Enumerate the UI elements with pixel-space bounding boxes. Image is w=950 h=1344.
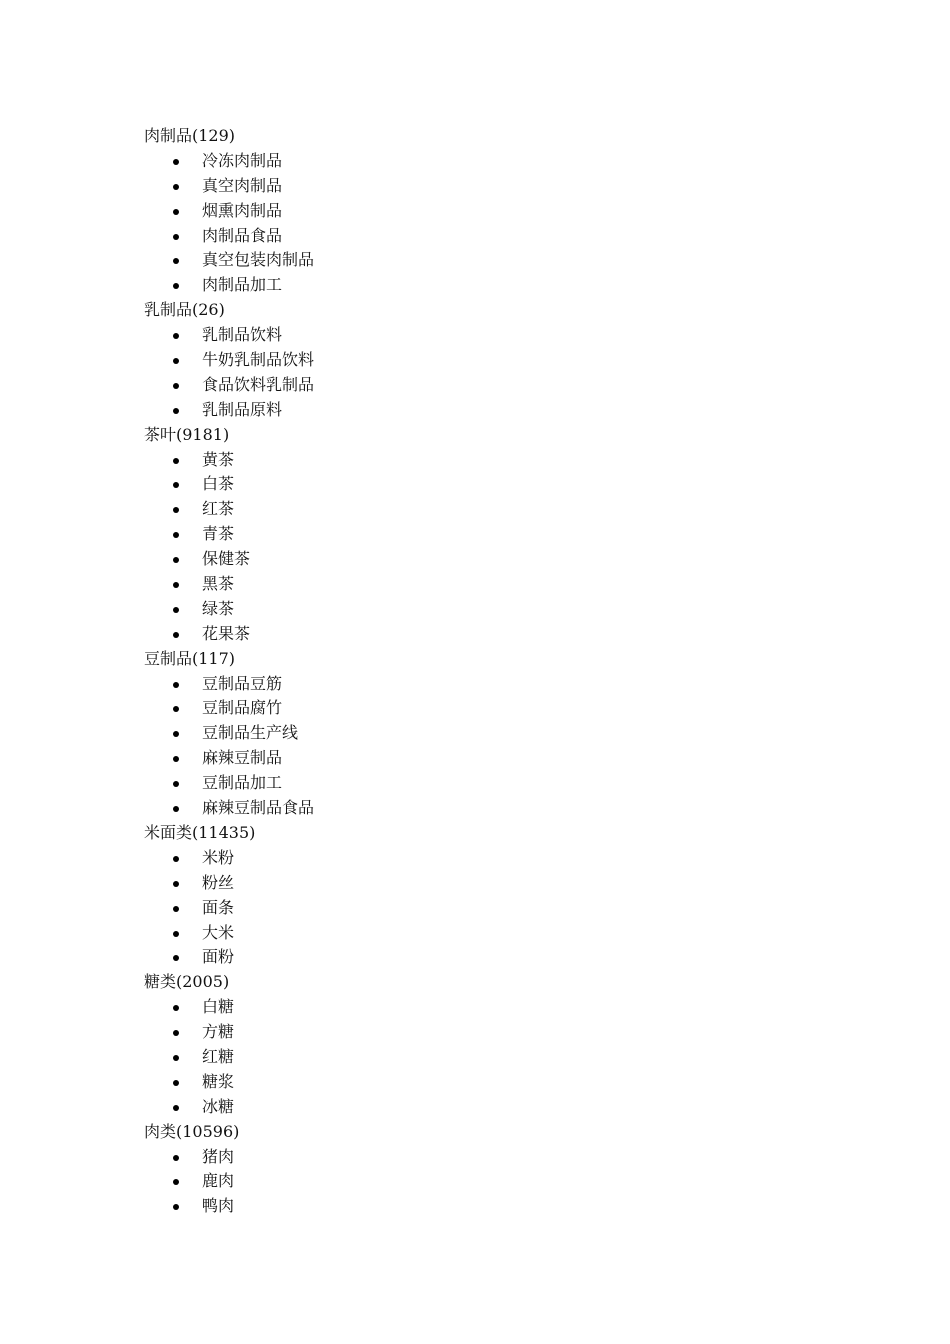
subcategory-item xyxy=(144,572,844,597)
subcategory-item xyxy=(144,721,844,746)
subcategory-item xyxy=(144,796,844,821)
bullet-icon xyxy=(173,582,179,588)
subcategory-list xyxy=(144,995,844,1119)
category-title: 豆制品(117) xyxy=(144,648,236,668)
bullet-icon xyxy=(173,906,179,912)
bullet-icon xyxy=(173,184,179,190)
subcategory-label: 麻辣豆制品 xyxy=(202,748,283,768)
category-document xyxy=(144,124,844,1219)
subcategory-item xyxy=(144,1194,844,1219)
subcategory-label: 红茶 xyxy=(202,499,235,519)
subcategory-label: 白茶 xyxy=(202,474,235,494)
bullet-icon xyxy=(173,358,179,364)
bullet-icon xyxy=(173,209,179,215)
category-title: 茶叶(9181) xyxy=(144,424,230,444)
subcategory-item xyxy=(144,672,844,697)
subcategory-item xyxy=(144,921,844,946)
subcategory-list xyxy=(144,1145,844,1220)
bullet-icon xyxy=(173,507,179,513)
subcategory-label: 大米 xyxy=(202,922,235,942)
subcategory-item xyxy=(144,771,844,796)
subcategory-item xyxy=(144,448,844,473)
subcategory-label: 肉制品加工 xyxy=(202,275,283,295)
subcategory-label: 米粉 xyxy=(202,847,235,867)
category-title: 乳制品(26) xyxy=(144,300,225,320)
subcategory-item xyxy=(144,945,844,970)
subcategory-label: 烟熏肉制品 xyxy=(202,200,283,220)
category-block xyxy=(144,1120,844,1220)
subcategory-item xyxy=(144,696,844,721)
subcategory-item xyxy=(144,1020,844,1045)
bullet-icon xyxy=(173,234,179,240)
subcategory-list xyxy=(144,846,844,970)
subcategory-label: 黄茶 xyxy=(202,449,235,469)
bullet-icon xyxy=(173,756,179,762)
subcategory-label: 真空肉制品 xyxy=(202,175,283,195)
bullet-icon xyxy=(173,159,179,165)
subcategory-item xyxy=(144,248,844,273)
bullet-icon xyxy=(173,283,179,289)
bullet-icon xyxy=(173,258,179,264)
bullet-icon xyxy=(173,383,179,389)
subcategory-label: 豆制品生产线 xyxy=(202,723,299,743)
subcategory-label: 豆制品豆筋 xyxy=(202,673,283,693)
subcategory-item xyxy=(144,174,844,199)
subcategory-label: 麻辣豆制品食品 xyxy=(202,798,315,818)
subcategory-label: 保健茶 xyxy=(202,549,251,569)
subcategory-item xyxy=(144,746,844,771)
subcategory-item xyxy=(144,896,844,921)
subcategory-label: 鹿肉 xyxy=(202,1171,235,1191)
subcategory-label: 青茶 xyxy=(202,524,235,544)
subcategory-label: 猪肉 xyxy=(202,1146,235,1166)
bullet-icon xyxy=(173,1030,179,1036)
bullet-icon xyxy=(173,1179,179,1185)
subcategory-item xyxy=(144,1145,844,1170)
subcategory-item xyxy=(144,522,844,547)
bullet-icon xyxy=(173,1055,179,1061)
category-block xyxy=(144,647,844,821)
subcategory-label: 方糖 xyxy=(202,1022,235,1042)
subcategory-label: 乳制品饮料 xyxy=(202,325,283,345)
subcategory-item xyxy=(144,871,844,896)
subcategory-label: 豆制品腐竹 xyxy=(202,698,283,718)
bullet-icon xyxy=(173,781,179,787)
subcategory-label: 冰糖 xyxy=(202,1096,235,1116)
subcategory-list xyxy=(144,448,844,647)
category-title: 米面类(11435) xyxy=(144,822,256,842)
subcategory-item xyxy=(144,1045,844,1070)
subcategory-item xyxy=(144,348,844,373)
subcategory-label: 食品饮料乳制品 xyxy=(202,374,315,394)
bullet-icon xyxy=(173,408,179,414)
bullet-icon xyxy=(173,706,179,712)
subcategory-label: 黑茶 xyxy=(202,574,235,594)
category-block xyxy=(144,970,844,1119)
bullet-icon xyxy=(173,856,179,862)
subcategory-label: 牛奶乳制品饮料 xyxy=(202,350,315,370)
subcategory-label: 红糖 xyxy=(202,1046,235,1066)
subcategory-label: 面条 xyxy=(202,897,235,917)
bullet-icon xyxy=(173,458,179,464)
bullet-icon xyxy=(173,532,179,538)
bullet-icon xyxy=(173,1155,179,1161)
subcategory-label: 白糖 xyxy=(202,997,235,1017)
category-block xyxy=(144,423,844,647)
category-block xyxy=(144,298,844,422)
subcategory-item xyxy=(144,398,844,423)
category-block xyxy=(144,124,844,298)
category-title: 肉类(10596) xyxy=(144,1121,240,1141)
category-block xyxy=(144,821,844,970)
subcategory-item xyxy=(144,273,844,298)
bullet-icon xyxy=(173,557,179,563)
subcategory-label: 绿茶 xyxy=(202,598,235,618)
bullet-icon xyxy=(173,682,179,688)
subcategory-label: 面粉 xyxy=(202,947,235,967)
subcategory-label: 粉丝 xyxy=(202,872,235,892)
bullet-icon xyxy=(173,931,179,937)
subcategory-label: 鸭肉 xyxy=(202,1196,235,1216)
subcategory-list xyxy=(144,323,844,423)
bullet-icon xyxy=(173,632,179,638)
bullet-icon xyxy=(173,607,179,613)
subcategory-item xyxy=(144,323,844,348)
subcategory-item xyxy=(144,199,844,224)
subcategory-item xyxy=(144,149,844,174)
subcategory-label: 真空包装肉制品 xyxy=(202,250,315,270)
subcategory-item xyxy=(144,1095,844,1120)
subcategory-label: 糖浆 xyxy=(202,1071,235,1091)
bullet-icon xyxy=(173,955,179,961)
subcategory-item xyxy=(144,1070,844,1095)
subcategory-item xyxy=(144,373,844,398)
bullet-icon xyxy=(173,731,179,737)
subcategory-list xyxy=(144,672,844,821)
bullet-icon xyxy=(173,482,179,488)
bullet-icon xyxy=(173,1080,179,1086)
subcategory-label: 豆制品加工 xyxy=(202,773,283,793)
subcategory-list xyxy=(144,149,844,298)
bullet-icon xyxy=(173,1204,179,1210)
subcategory-item xyxy=(144,846,844,871)
bullet-icon xyxy=(173,1005,179,1011)
subcategory-item xyxy=(144,597,844,622)
subcategory-item xyxy=(144,547,844,572)
subcategory-label: 肉制品食品 xyxy=(202,225,283,245)
subcategory-label: 冷冻肉制品 xyxy=(202,150,283,170)
subcategory-item xyxy=(144,472,844,497)
subcategory-item xyxy=(144,1169,844,1194)
bullet-icon xyxy=(173,881,179,887)
subcategory-label: 乳制品原料 xyxy=(202,399,283,419)
subcategory-item xyxy=(144,995,844,1020)
subcategory-label: 花果茶 xyxy=(202,623,251,643)
category-title: 糖类(2005) xyxy=(144,972,230,992)
subcategory-item xyxy=(144,497,844,522)
category-title: 肉制品(129) xyxy=(144,126,236,145)
bullet-icon xyxy=(173,333,179,339)
subcategory-item xyxy=(144,224,844,249)
subcategory-item xyxy=(144,622,844,647)
bullet-icon xyxy=(173,1105,179,1111)
bullet-icon xyxy=(173,806,179,812)
